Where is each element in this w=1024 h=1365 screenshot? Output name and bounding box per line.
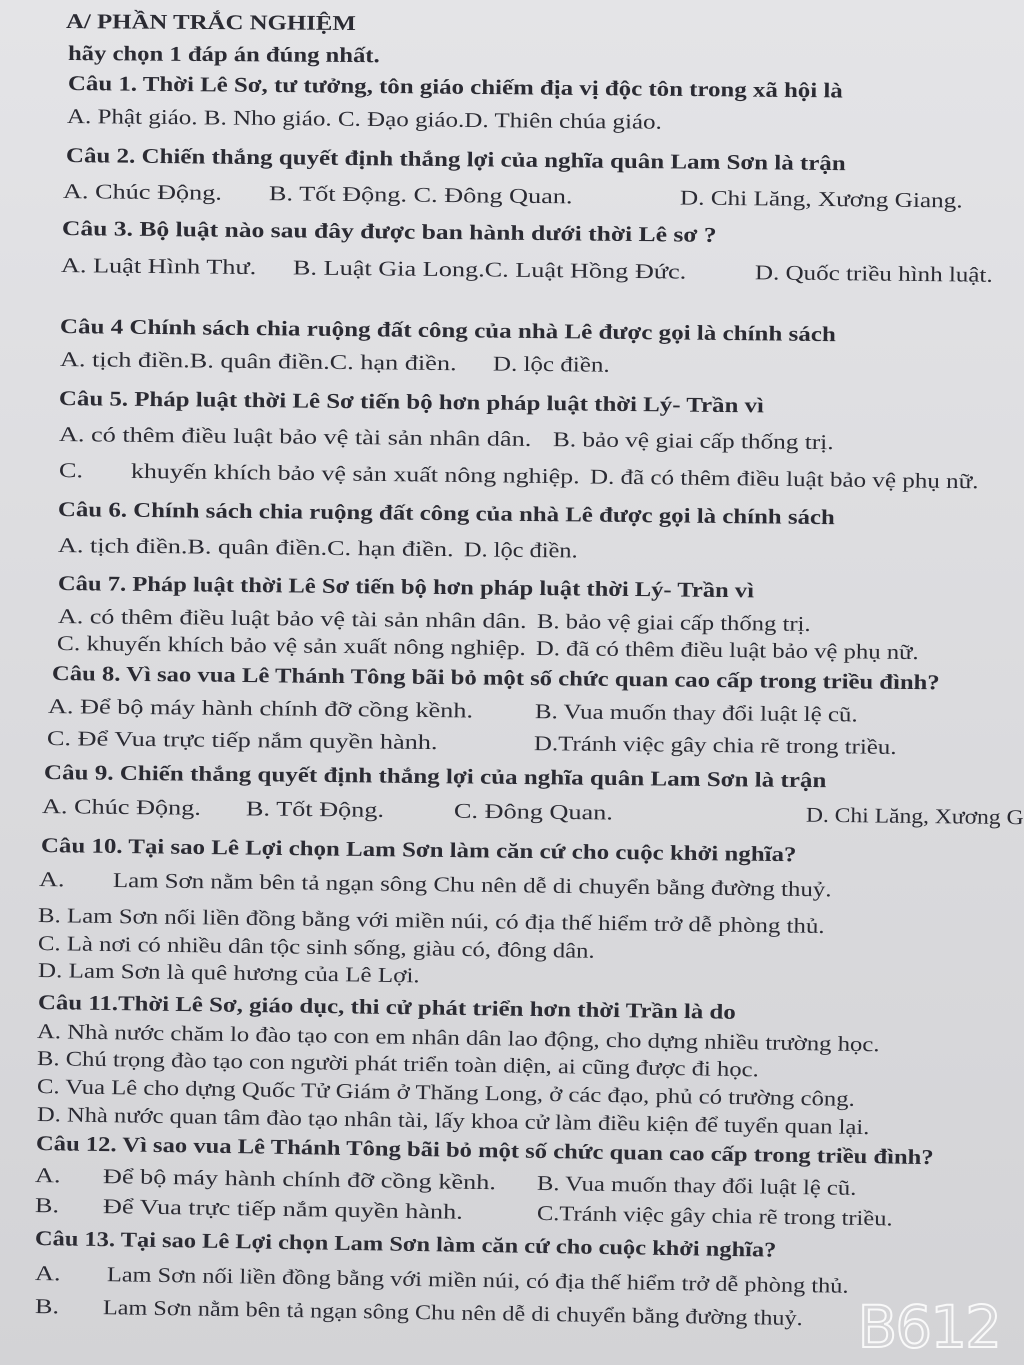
answer-line-q11c-part-0: C. Vua Lê cho dựng Quốc Tử Giám ở Thăng Long, ở các đạo, phủ có trường công. <box>36 1074 855 1111</box>
answer-line-q10a <box>39 866 832 902</box>
answer-line-q13a-part-1: Lam Sơn nối liền đồng bằng với miền núi, có địa thế hiểm trở dễ phòng thủ. <box>106 1262 849 1298</box>
answer-line-q5b-part-1: khuyến khích bảo vệ sản xuất nông nghiệp. <box>130 458 580 489</box>
answer-line-q8b-part-1: D.Tránh việc gây chia rẽ trong triều. <box>533 731 897 759</box>
answer-line-q5b <box>59 457 979 494</box>
answer-line-q12a-part-1: Để bộ máy hành chính đỡ cồng kềnh. <box>102 1164 497 1195</box>
question-q1 <box>68 70 843 103</box>
answer-line-q4a-part-0: A. tịch điền.B. quân điền.C. hạn điền. <box>59 347 457 376</box>
section-header <box>66 8 356 36</box>
answer-line-q10a-part-1: Lam Sơn nằm bên tả ngạn sông Chu nên dễ di chuyển bằng đường thuỷ. <box>112 867 832 902</box>
answer-line-q9a-part-1: B. Tốt Động. <box>245 796 385 822</box>
answer-line-q8a <box>48 693 858 727</box>
answer-line-q7a-part-1: B. bảo vệ giai cấp thống trị. <box>536 609 811 636</box>
answer-line-q3a <box>61 252 993 288</box>
watermark: B612 <box>857 1293 1000 1361</box>
question-q10-part-0: Câu 10. Tại sao Lê Lợi chọn Lam Sơn làm căn cứ cho cuộc khởi nghĩa? <box>40 833 797 867</box>
answer-line-q13b-part-0: B. <box>34 1294 60 1319</box>
answer-line-q10a-part-0: A. <box>38 867 65 892</box>
answer-line-q12b-part-0: B. <box>34 1193 60 1218</box>
answer-line-q13a <box>35 1260 849 1299</box>
answer-line-q9a-part-0: A. Chúc Động. <box>41 794 202 820</box>
answer-line-q1a-part-0: A. Phật giáo. B. Nho giáo. C. Đạo giáo.D. Thiên chúa giáo. <box>66 104 662 134</box>
answer-line-q6a-part-0: A. tịch điền.B. quân điền.C. hạn điền. <box>57 533 454 562</box>
question-q3-part-0: Câu 3. Bộ luật nào sau đây được ban hành dưới thời Lê sơ ? <box>61 216 717 247</box>
answer-line-q12a-part-0: A. <box>34 1163 61 1188</box>
question-q13 <box>35 1225 777 1263</box>
question-q9-part-0: Câu 9. Chiến thắng quyết định thắng lợi của nghĩa quân Lam Sơn là trận <box>43 760 827 793</box>
answer-line-q3a-part-1: B. Luật Gia Long.C. Luật Hồng Đức. <box>292 255 687 284</box>
answer-line-q10c-part-0: C. Là nơi có nhiều dân tộc sinh sống, giàu có, đông dân. <box>37 931 595 963</box>
question-q5-part-0: Câu 5. Pháp luật thời Lê Sơ tiến bộ hơn pháp luật thời Lý- Trần vì <box>58 386 765 418</box>
answer-line-q5a <box>59 421 834 455</box>
answer-line-q10b-part-0: B. Lam Sơn nối liền đồng bằng với miền núi, có địa thế hiểm trở dễ phòng thủ. <box>37 903 825 938</box>
question-q12-part-0: Câu 12. Vì sao vua Lê Thánh Tông bãi bỏ một số chức quan cao cấp trong triều đình? <box>35 1131 934 1170</box>
answer-line-q11a-part-0: A. Nhà nước chăm lo đào tạo con em nhân dân lao động, cho dựng nhiều trường học. <box>36 1019 880 1057</box>
question-q7-part-0: Câu 7. Pháp luật thời Lê Sơ tiến bộ hơn pháp luật thời Lý- Trần vì <box>57 571 755 603</box>
question-q4 <box>60 313 836 347</box>
answer-line-q8a-part-0: A. Để bộ máy hành chính đỡ cồng kềnh. <box>47 694 474 723</box>
answer-line-q11d-part-0: D. Nhà nước quan tâm đào tạo nhân tài, lấy khoa cử làm điều kiện để tuyển quan lại. <box>36 1102 870 1140</box>
answer-line-q7b-part-0: C. khuyến khích bảo vệ sản xuất nông nghiệp. <box>56 631 526 660</box>
answer-line-q12b-part-1: Để Vua trực tiếp nắm quyền hành. <box>102 1194 464 1224</box>
question-q2 <box>66 142 846 176</box>
question-q5 <box>59 385 764 418</box>
answer-line-q4a-part-1: D. lộc điền. <box>492 351 610 377</box>
question-q1-part-0: Câu 1. Thời Lê Sơ, tư tưởng, tôn giáo chiếm địa vị độc tôn trong xã hội là <box>67 71 843 103</box>
answer-line-q10d-part-0: D. Lam Sơn là quê hương của Lê Lợi. <box>37 958 420 988</box>
answer-line-q10d <box>38 957 420 988</box>
answer-line-q5b-part-2: D. đã có thêm điều luật bảo vệ phụ nữ. <box>589 464 979 494</box>
answer-line-q9a <box>42 793 1024 830</box>
answer-line-q8a-part-1: B. Vua muốn thay đổi luật lệ cũ. <box>534 699 858 727</box>
question-q9 <box>44 759 827 793</box>
answer-line-q5b-part-0: C. <box>58 458 84 483</box>
answer-line-q5a-part-1: B. bảo vệ giai cấp thống trị. <box>552 427 834 455</box>
answer-line-q12a-part-2: B. Vua muốn thay đổi luật lệ cũ. <box>536 1170 857 1200</box>
answer-line-q1a <box>67 103 662 135</box>
answer-line-q12b-part-2: C.Tránh việc gây chia rẽ trong triều. <box>536 1200 893 1231</box>
section-header-part-0: A/ PHẦN TRẮC NGHIỆM <box>65 9 356 36</box>
answer-line-q7b-part-1: D. đã có thêm điều luật bảo vệ phụ nữ. <box>535 636 919 665</box>
answer-line-q13a-part-0: A. <box>34 1261 61 1286</box>
answer-line-q6a <box>58 532 578 563</box>
question-q13-part-0: Câu 13. Tại sao Lê Lợi chọn Lam Sơn làm căn cứ cho cuộc khởi nghĩa? <box>34 1226 777 1262</box>
question-q6 <box>58 496 835 530</box>
answer-line-q3a-part-2: D. Quốc triều hình luật. <box>754 260 993 287</box>
answer-line-q3a-part-0: A. Luật Hình Thư. <box>60 253 257 280</box>
answer-line-q4a <box>60 346 610 378</box>
answer-line-q9a-part-3: D. Chi Lăng, Xương G <box>805 802 1024 830</box>
answer-line-q9a-part-2: C. Đông Quan. <box>453 798 614 825</box>
question-q11-part-0: Câu 11.Thời Lê Sơ, giáo dục, thi cử phát triển hơn thời Trần là do <box>37 990 736 1024</box>
question-q10 <box>41 832 797 867</box>
question-q3 <box>62 215 717 248</box>
answer-line-q11b-part-0: B. Chú trọng đào tạo con người phát triển toàn diện, ai cũng được đi học. <box>36 1046 759 1082</box>
instruction-line-part-0: hãy chọn 1 đáp án đúng nhất. <box>67 41 380 68</box>
answer-line-q6a-part-1: D. lộc điền. <box>463 537 578 563</box>
question-q4-part-0: Câu 4 Chính sách chia ruộng đất công của nhà Lê được gọi là chính sách <box>59 314 836 347</box>
answer-line-q13b-part-1: Lam Sơn nằm bên tả ngạn sông Chu nên dễ di chuyển bằng đường thuỷ. <box>102 1295 803 1331</box>
question-q7 <box>58 570 754 603</box>
answer-line-q5a-part-0: A. có thêm điều luật bảo vệ tài sản nhân dân. <box>58 422 532 451</box>
answer-line-q8b-part-0: C. Để Vua trực tiếp nắm quyền hành. <box>46 726 438 755</box>
answer-line-q2a <box>63 178 963 213</box>
question-q8-part-0: Câu 8. Vì sao vua Lê Thánh Tông bãi bỏ một số chức quan cao cấp trong triều đình? <box>51 661 940 695</box>
answer-line-q13b <box>35 1293 803 1331</box>
question-q8 <box>52 660 940 695</box>
answer-line-q2a-part-2: D. Chi Lăng, Xương Giang. <box>679 185 963 213</box>
answer-line-q2a-part-0: A. Chúc Động. <box>62 179 223 205</box>
question-q2-part-0: Câu 2. Chiến thắng quyết định thắng lợi của nghĩa quân Lam Sơn là trận <box>65 143 846 176</box>
answer-line-q8b <box>47 725 897 760</box>
answer-line-q7a-part-0: A. có thêm điều luật bảo vệ tài sản nhân dân. <box>57 604 527 633</box>
question-q6-part-0: Câu 6. Chính sách chia ruộng đất công của nhà Lê được gọi là chính sách <box>57 497 835 530</box>
answer-line-q2a-part-1: B. Tốt Động. C. Đông Quan. <box>268 181 573 209</box>
instruction-line <box>68 40 380 68</box>
